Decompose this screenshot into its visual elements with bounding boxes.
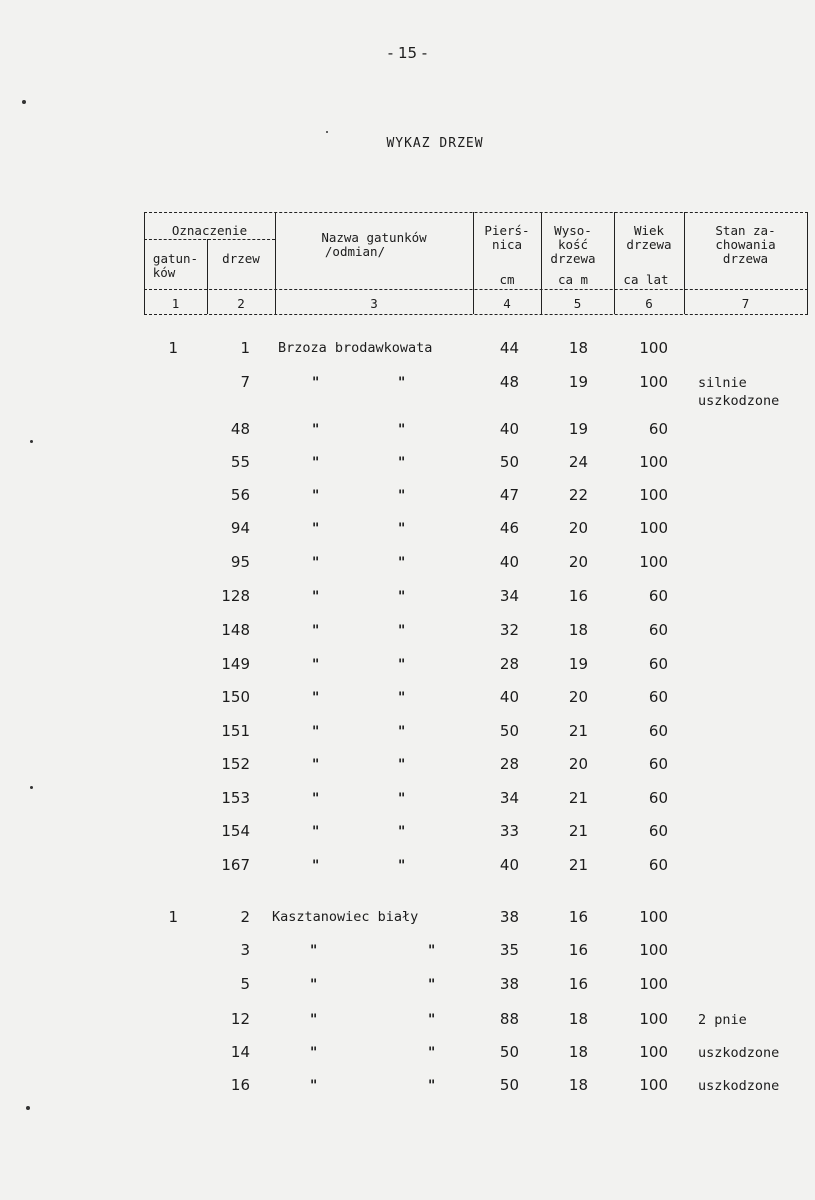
ditto-mark: " <box>398 724 406 740</box>
diameter-cell: 88 <box>499 1010 519 1028</box>
height-cell: 20 <box>568 519 588 537</box>
diameter-cell: 35 <box>499 941 519 959</box>
ditto-mark: " <box>428 1012 436 1028</box>
height-cell: 22 <box>568 486 588 504</box>
header-nazwa: /odmian/ <box>324 244 386 259</box>
tree-number-cell: 153 <box>221 789 250 807</box>
height-cell: 21 <box>568 789 588 807</box>
age-cell: 100 <box>639 908 668 926</box>
page-number: - 15 - <box>387 44 428 62</box>
tree-number-cell: 94 <box>230 519 250 537</box>
diameter-cell: 46 <box>499 519 519 537</box>
height-cell: 18 <box>568 621 588 639</box>
header-wiek: Wiek <box>633 223 665 238</box>
diameter-cell: 40 <box>499 688 519 706</box>
ditto-mark: " <box>312 555 320 571</box>
age-cell: 60 <box>648 587 668 605</box>
species-name: Brzoza brodawkowata <box>278 340 433 356</box>
age-cell: 60 <box>648 655 668 673</box>
age-cell: 60 <box>648 722 668 740</box>
diameter-cell: 32 <box>499 621 519 639</box>
species-name: Kasztanowiec biały <box>272 909 419 925</box>
height-cell: 16 <box>568 941 588 959</box>
ditto-mark: " <box>398 455 406 471</box>
diameter-cell: 48 <box>499 373 519 391</box>
tree-number-cell: 56 <box>230 486 250 504</box>
ditto-mark: " <box>398 623 406 639</box>
age-cell: 60 <box>648 755 668 773</box>
header-wysokosc: Wyso- <box>554 223 592 238</box>
tree-number-cell: 7 <box>240 373 250 391</box>
height-cell: 18 <box>568 1043 588 1061</box>
ditto-mark: " <box>310 1012 318 1028</box>
diameter-cell: 34 <box>499 587 519 605</box>
ditto-mark: " <box>398 589 406 605</box>
diameter-cell: 50 <box>499 722 519 740</box>
condition-cell: uszkodzone <box>698 393 780 409</box>
age-cell: 60 <box>648 856 668 874</box>
ditto-mark: " <box>312 824 320 840</box>
ditto-mark: " <box>312 690 320 706</box>
ditto-mark: " <box>312 724 320 740</box>
header-wiek: drzewa <box>626 237 672 252</box>
age-cell: 100 <box>639 519 668 537</box>
age-cell: 100 <box>639 453 668 471</box>
header-gatunkow: ków <box>152 265 176 280</box>
header-sub-rule <box>144 239 275 240</box>
ditto-mark: " <box>312 589 320 605</box>
scan-speck <box>22 100 26 104</box>
header-bottom-rule <box>144 314 808 315</box>
height-cell: 20 <box>568 688 588 706</box>
header-drzew: drzew <box>222 251 260 266</box>
scan-speck <box>30 440 33 443</box>
header-col-rule <box>807 212 808 314</box>
ditto-mark: " <box>398 657 406 673</box>
header-gatunkow: gatun- <box>152 251 199 266</box>
column-number: 5 <box>573 296 582 311</box>
ditto-mark: " <box>312 858 320 874</box>
height-cell: 18 <box>568 339 588 357</box>
ditto-mark: " <box>312 375 320 391</box>
ditto-mark: " <box>398 690 406 706</box>
diameter-cell: 50 <box>499 1043 519 1061</box>
age-cell: 100 <box>639 1010 668 1028</box>
ditto-mark: " <box>310 977 318 993</box>
age-cell: 100 <box>639 339 668 357</box>
tree-number-cell: 3 <box>240 941 250 959</box>
height-cell: 16 <box>568 975 588 993</box>
species-number: 1 <box>168 339 178 357</box>
tree-number-cell: 55 <box>230 453 250 471</box>
height-cell: 21 <box>568 822 588 840</box>
tree-number-cell: 152 <box>221 755 250 773</box>
ditto-mark: " <box>398 791 406 807</box>
age-cell: 100 <box>639 941 668 959</box>
header-wysokosc: drzewa <box>550 251 596 266</box>
tree-number-cell: 12 <box>230 1010 250 1028</box>
height-cell: 19 <box>568 373 588 391</box>
tree-number-cell: 48 <box>230 420 250 438</box>
diameter-cell: 40 <box>499 553 519 571</box>
column-number: 6 <box>645 296 653 311</box>
column-number: 2 <box>237 296 245 311</box>
header-wysokosc-unit: ca m <box>557 272 589 287</box>
diameter-cell: 50 <box>499 1076 519 1094</box>
header-numbers-rule <box>144 289 808 290</box>
tree-number-cell: 128 <box>221 587 250 605</box>
height-cell: 24 <box>568 453 588 471</box>
header-oznaczenie: Oznaczenie <box>171 223 248 238</box>
tree-number-cell: 5 <box>240 975 250 993</box>
header-wiek-unit: ca lat <box>623 272 669 287</box>
ditto-mark: " <box>398 422 406 438</box>
diameter-cell: 38 <box>499 908 519 926</box>
species-number: 1 <box>168 908 178 926</box>
age-cell: 100 <box>639 1076 668 1094</box>
ditto-mark: " <box>398 488 406 504</box>
header-wysokosc: kość <box>557 237 589 252</box>
ditto-mark: " <box>398 555 406 571</box>
diameter-cell: 33 <box>499 822 519 840</box>
header-piersnica: Pierś- <box>484 223 530 238</box>
ditto-mark: " <box>312 757 320 773</box>
scan-speck <box>26 1106 30 1110</box>
ditto-mark: " <box>398 375 406 391</box>
height-cell: 16 <box>568 587 588 605</box>
header-piersnica-unit: cm <box>499 272 515 287</box>
height-cell: 20 <box>568 755 588 773</box>
tree-number-cell: 14 <box>230 1043 250 1061</box>
height-cell: 18 <box>568 1010 588 1028</box>
ditto-mark: " <box>398 824 406 840</box>
diameter-cell: 47 <box>499 486 519 504</box>
age-cell: 60 <box>648 688 668 706</box>
height-cell: 19 <box>568 655 588 673</box>
height-cell: 18 <box>568 1076 588 1094</box>
diameter-cell: 50 <box>499 453 519 471</box>
diameter-cell: 28 <box>499 755 519 773</box>
age-cell: 100 <box>639 553 668 571</box>
ditto-mark: " <box>428 943 436 959</box>
column-number: 1 <box>171 296 180 311</box>
tree-number-cell: 16 <box>230 1076 250 1094</box>
tree-number-cell: 154 <box>221 822 250 840</box>
ditto-mark: " <box>310 1045 318 1061</box>
diameter-cell: 38 <box>499 975 519 993</box>
ditto-mark: " <box>310 1078 318 1094</box>
scan-speck <box>326 131 328 133</box>
height-cell: 19 <box>568 420 588 438</box>
ditto-mark: " <box>428 1078 436 1094</box>
header-piersnica: nica <box>491 237 523 252</box>
tree-number-cell: 151 <box>221 722 250 740</box>
ditto-mark: " <box>312 521 320 537</box>
header-stan: drzewa <box>722 251 769 266</box>
condition-cell: 2 pnie <box>698 1012 747 1028</box>
header-top-rule <box>144 212 808 213</box>
ditto-mark: " <box>310 943 318 959</box>
height-cell: 20 <box>568 553 588 571</box>
age-cell: 60 <box>648 621 668 639</box>
ditto-mark: " <box>312 657 320 673</box>
condition-cell: uszkodzone <box>698 1078 780 1094</box>
tree-number-cell: 150 <box>221 688 250 706</box>
column-number: 3 <box>370 296 378 311</box>
ditto-mark: " <box>428 977 436 993</box>
ditto-mark: " <box>312 422 320 438</box>
ditto-mark: " <box>312 623 320 639</box>
column-number: 4 <box>503 296 511 311</box>
age-cell: 100 <box>639 373 668 391</box>
age-cell: 60 <box>648 789 668 807</box>
condition-cell: silnie <box>698 375 747 391</box>
age-cell: 60 <box>648 420 668 438</box>
height-cell: 16 <box>568 908 588 926</box>
ditto-mark: " <box>312 488 320 504</box>
tree-number-cell: 149 <box>221 655 250 673</box>
diameter-cell: 28 <box>499 655 519 673</box>
ditto-mark: " <box>312 791 320 807</box>
header-stan: chowania <box>715 237 776 252</box>
ditto-mark: " <box>398 858 406 874</box>
tree-number-cell: 95 <box>230 553 250 571</box>
height-cell: 21 <box>568 856 588 874</box>
tree-number-cell: 167 <box>221 856 250 874</box>
tree-number-cell: 1 <box>240 339 250 357</box>
condition-cell: uszkodzone <box>698 1045 780 1061</box>
ditto-mark: " <box>398 757 406 773</box>
age-cell: 100 <box>639 1043 668 1061</box>
ditto-mark: " <box>312 455 320 471</box>
age-cell: 100 <box>639 486 668 504</box>
tree-number-cell: 2 <box>240 908 250 926</box>
height-cell: 21 <box>568 722 588 740</box>
document-title: WYKAZ DRZEW <box>386 136 484 151</box>
tree-number-cell: 148 <box>221 621 250 639</box>
diameter-cell: 40 <box>499 420 519 438</box>
header-nazwa: Nazwa gatunków <box>321 230 427 245</box>
diameter-cell: 34 <box>499 789 519 807</box>
age-cell: 60 <box>648 822 668 840</box>
ditto-mark: " <box>428 1045 436 1061</box>
column-number: 7 <box>741 296 750 311</box>
age-cell: 100 <box>639 975 668 993</box>
diameter-cell: 44 <box>499 339 519 357</box>
header-stan: Stan za- <box>715 223 776 238</box>
diameter-cell: 40 <box>499 856 519 874</box>
scan-speck <box>30 786 33 789</box>
ditto-mark: " <box>398 521 406 537</box>
